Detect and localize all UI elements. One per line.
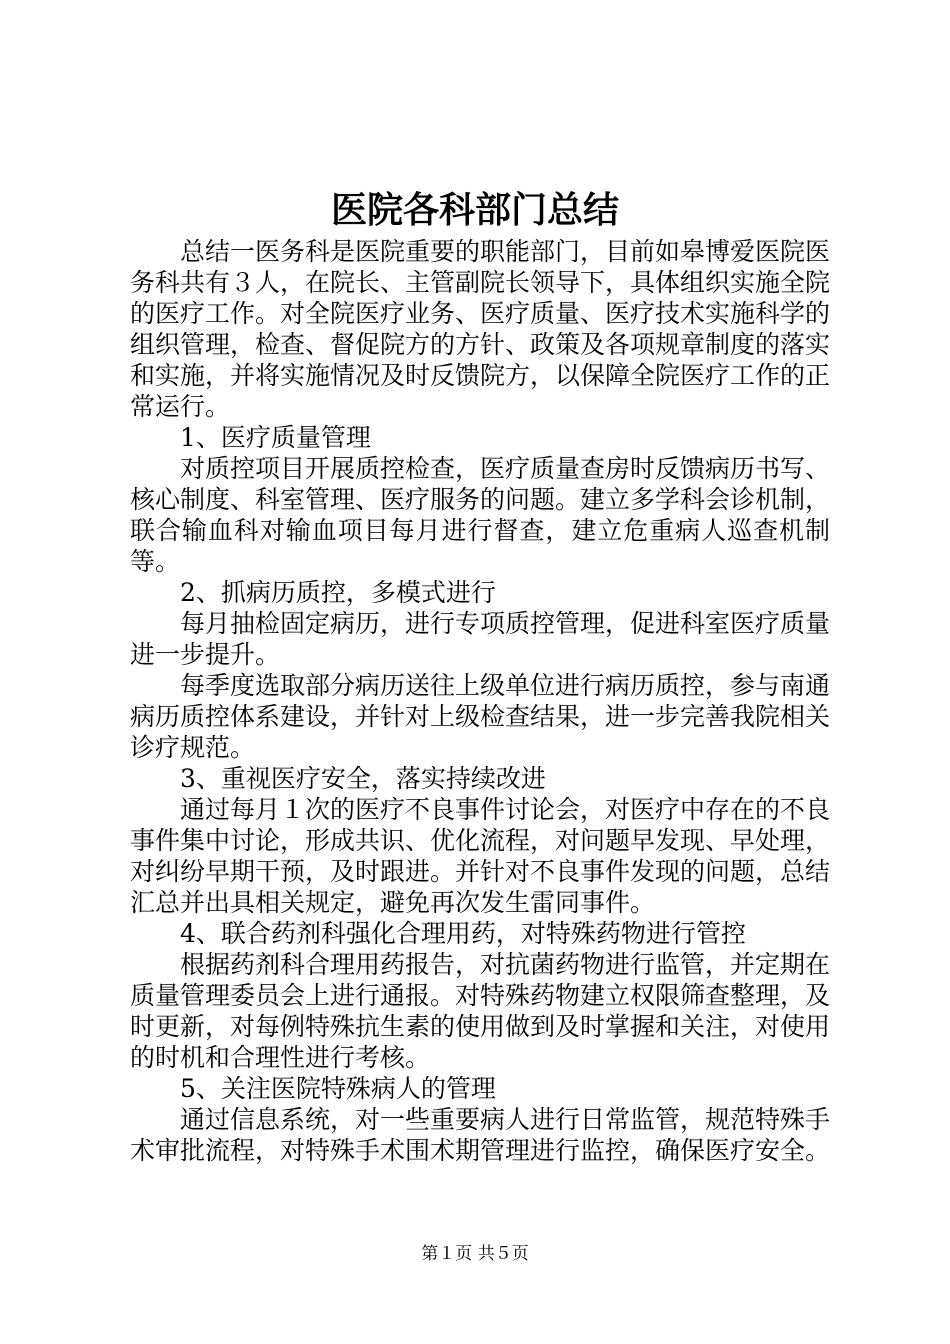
heading-1: 1、医疗质量管理 (180, 423, 371, 452)
document-title: 医院各科部门总结 (330, 189, 619, 231)
heading-4: 4、联合药剂科强化合理用药，对特殊药物进行管控 (180, 919, 746, 948)
paragraph-2a: 每月抽检固定病历，进行专项质控管理，促进科室医疗质量进一步提升。 (130, 609, 831, 669)
paragraph-5: 通过信息系统，对一些重要病人进行日常监管，规范特殊手术审批流程，对特殊手术围术期管理进行监控，确保医疗安全。 (130, 1105, 831, 1165)
document-body (130, 236, 830, 1166)
paragraph-3: 通过每月１次的医疗不良事件讨论会，对医疗中存在的不良事件集中讨论，形成共识、优化流程，对问题早发现、早处理，对纠纷早期干预，及时跟进。并针对不良事件发现的问题，总结汇总并出具相关规定，避免再次发生雷同事件。 (130, 795, 831, 917)
paragraph-intro: 总结一医务科是医院重要的职能部门，目前如皋博爱医院医务科共有３人，在院长、主管副院长领导下，具体组织实施全院的医疗工作。对全院医疗业务、医疗质量、医疗技术实施科学的组织管理，检查、督促院方的方针、政策及各项规章制度的落实和实施，并将实施情况及时反馈院方，以保障全院医疗工作的正常运行。 (130, 237, 831, 421)
page-footer: 第１页 共５页 (421, 1244, 529, 1264)
heading-3: 3、重视医疗安全，落实持续改进 (180, 764, 546, 793)
paragraph-4: 根据药剂科合理用药报告，对抗菌药物进行监管，并定期在质量管理委员会上进行通报。对特殊药物建立权限筛查整理，及时更新，对每例特殊抗生素的使用做到及时掌握和关注，对使用的时机和合理性进行考核。 (130, 950, 831, 1072)
heading-5: 5、关注医院特殊病人的管理 (180, 1074, 496, 1103)
paragraph-2b: 每季度选取部分病历送往上级单位进行病历质控，参与南通病历质控体系建设，并针对上级检查结果，进一步完善我院相关诊疗规范。 (130, 671, 831, 762)
paragraph-1: 对质控项目开展质控检查，医疗质量查房时反馈病历书写、核心制度、科室管理、医疗服务的问题。建立多学科会诊机制，联合输血科对输血项目每月进行督查，建立危重病人巡查机制等。 (130, 454, 831, 576)
heading-2: 2、抓病历质控，多模式进行 (180, 578, 496, 607)
